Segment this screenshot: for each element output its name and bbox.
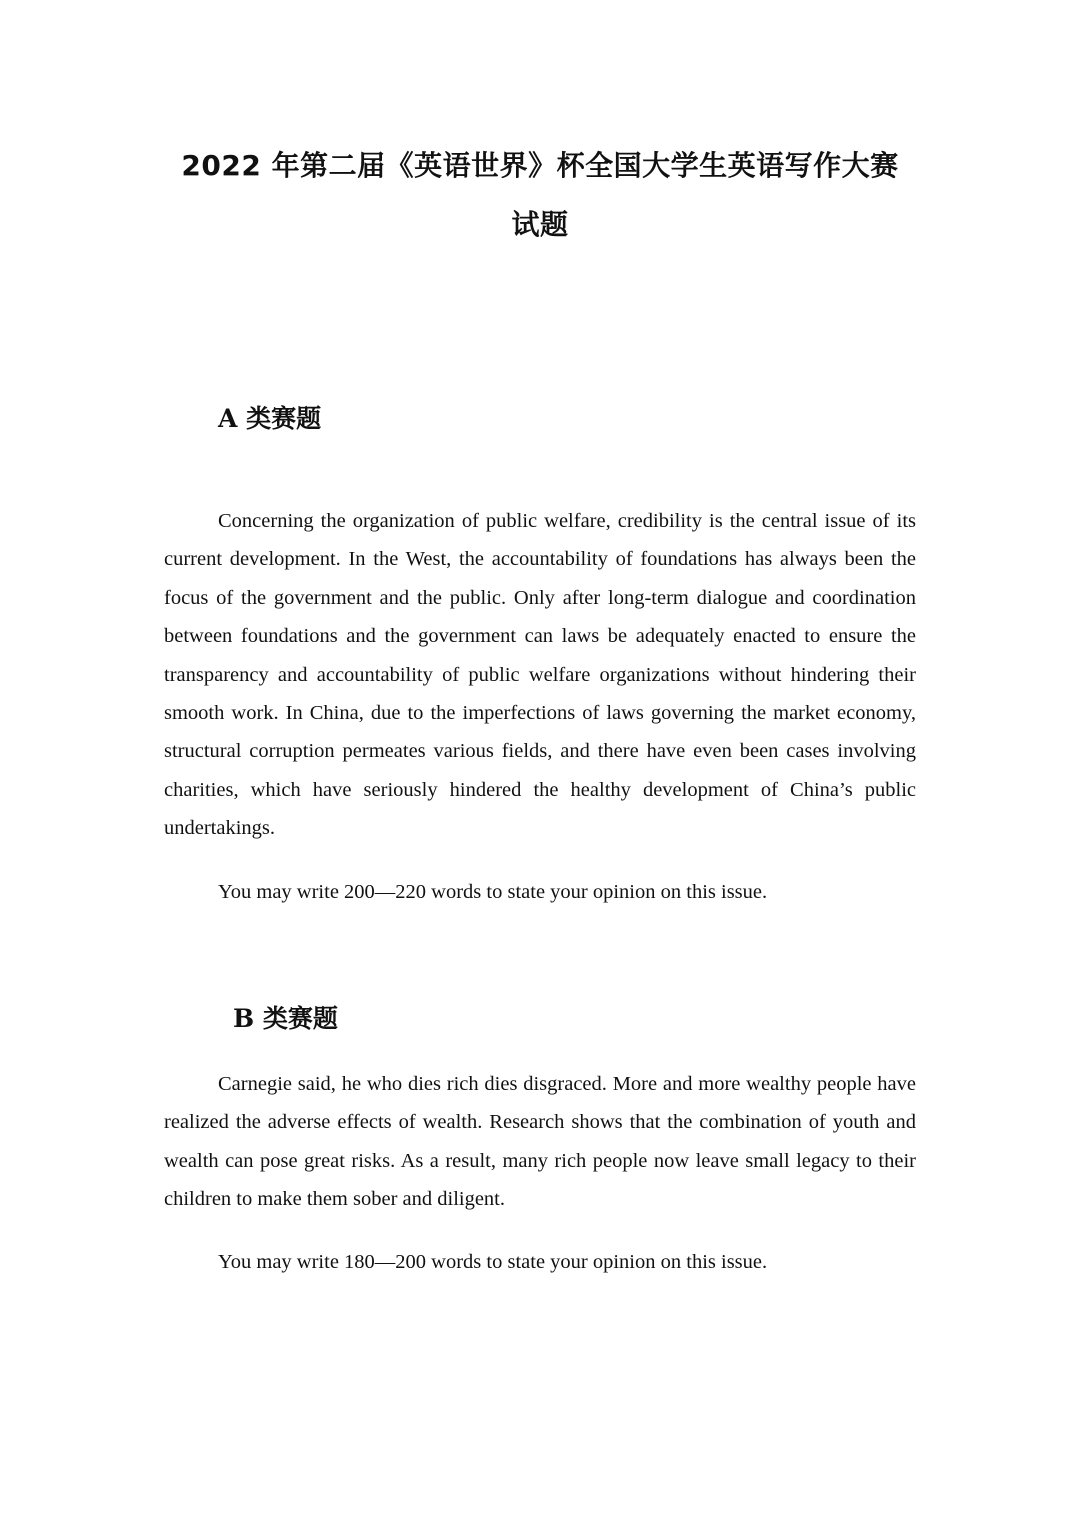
section-b-prompt: Carnegie said, he who dies rich dies disgraced. More and more wealthy people have realized the adverse effects of wealth. Research shows that the combination of youth and wealth can pose great risks. As a result, many rich people now leave small legacy to their children to make them sober and diligent. — [164, 1073, 916, 1211]
document-title: 2022 年第二届《英语世界》杯全国大学生英语写作大赛 — [181, 149, 899, 182]
document-subtitle: 试题 — [511, 208, 569, 241]
section-a-heading: A 类赛题 — [218, 404, 322, 433]
section-a-instruction: You may write 200—220 words to state your opinion on this issue. — [218, 881, 768, 903]
section-b-heading: B 类赛题 — [233, 1004, 338, 1033]
section-a-prompt: Concerning the organization of public welfare, credibility is the central issue of its current development. In the West, the accountability of foundations has always been the focus of the government and the public. Only after long-term dialogue and coordination between foundations and the government can laws be adequately enacted to ensure the transparency and accountability of public welfare organizations without hindering their smooth work. In China, due to the imperfections of laws governing the market economy, structural corruption permeates various fields, and there have even been cases involving charities, which have seriously hindered the healthy development of China’s public undertakings. — [164, 510, 916, 840]
section-b-instruction: You may write 180—200 words to state your opinion on this issue. — [218, 1251, 768, 1273]
